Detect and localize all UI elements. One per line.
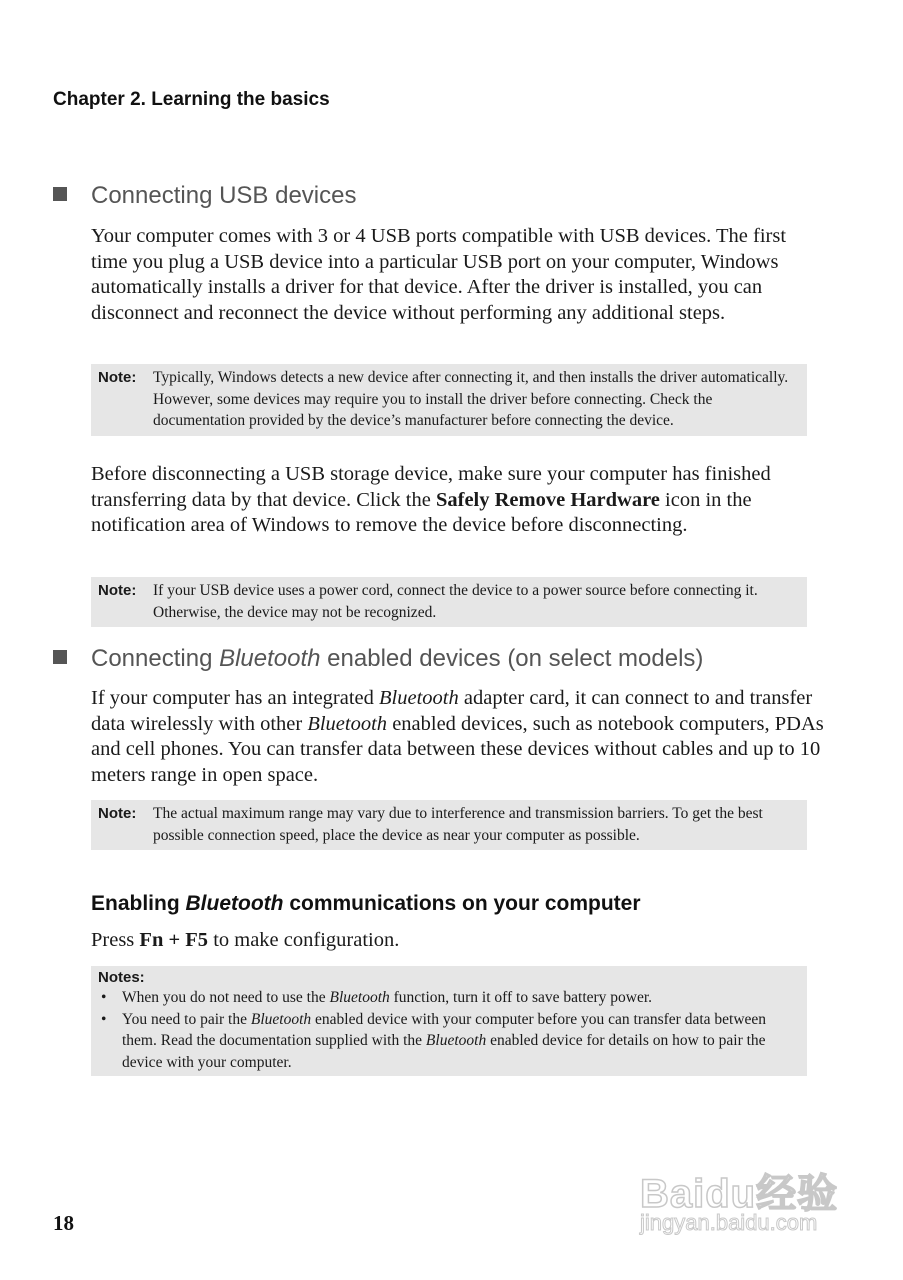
note-label: Note: <box>98 582 137 599</box>
bt-para-part: enabled devices, such as notebook computers, PDAs and cell phones. You can transfer data between these devices without cables and up to 10 meters range in open space. <box>91 712 824 787</box>
press-start: Press <box>91 929 140 951</box>
bluetooth-note <box>91 800 807 850</box>
sub-heading-italic: Bluetooth <box>185 892 284 915</box>
note-item-text: When you do not need to use the <box>122 989 330 1006</box>
note-item-italic: Bluetooth <box>425 1032 487 1049</box>
usb-note-1 <box>91 364 807 436</box>
enabling-bluetooth-subheading <box>91 892 641 916</box>
bt-para-italic: Bluetooth <box>307 712 388 735</box>
usb-paragraph-2 <box>91 462 826 539</box>
bt-para-part: adapter card, it can connect to and transfer data wirelessly with other <box>91 687 813 735</box>
usb-heading-text: Connecting USB devices <box>91 182 357 209</box>
note-text: Typically, Windows detects a new device after connecting it, and then installs the driver automatically. However, some devices may require you to install the driver before connecting. Check the documentation provided by the device’s manufacturer before connecting the device. <box>153 369 789 429</box>
bluetooth-notes <box>91 966 807 1076</box>
watermark-url: jingyan.baidu.com <box>640 1210 818 1235</box>
usb-paragraph-1: Your computer comes with 3 or 4 USB ports compatible with USB devices. The first time you plug a USB device into a particular USB port on your computer, Windows automatically installs a driver for that device. After the driver is installed, you can disconnect and reconnect the device without performing any additional steps. <box>91 225 787 325</box>
press-fn-f5-paragraph <box>91 928 826 954</box>
note-text: If your USB device uses a power cord, connect the device to a power source before connecting it. Otherwise, the device may not be recognized. <box>153 582 758 621</box>
sub-heading-end: communications on your computer <box>283 892 641 915</box>
note-item-text: enabled device with your computer before you can transfer data between them. Read the documentation supplied with the <box>122 1010 767 1049</box>
square-bullet-icon <box>53 187 67 201</box>
bt-heading-italic: Bluetooth <box>219 645 321 672</box>
bullet-dot: • <box>101 989 107 1006</box>
usb-section-heading <box>53 182 356 210</box>
bluetooth-section-heading <box>53 645 703 673</box>
watermark-logo: Baidu经验 <box>640 1172 839 1216</box>
bt-para-italic: Bluetooth <box>379 687 459 709</box>
page-number: 18 <box>53 1211 74 1235</box>
usb-para2-start: Before disconnecting a USB storage device, make sure your computer has finished transferring data by that device. Click the <box>91 463 771 511</box>
sub-heading-start: Enabling <box>91 892 186 915</box>
baidu-watermark <box>640 1150 880 1250</box>
note-label: Note: <box>98 369 137 386</box>
note-text: The actual maximum range may vary due to interference and transmission barriers. To get the best possible connection speed, place the device as near your computer as possible. <box>153 805 763 844</box>
list-item <box>98 987 797 1009</box>
chapter-title: Chapter 2. Learning the basics <box>53 89 330 110</box>
bt-heading-end: enabled devices (on select models) <box>320 645 704 672</box>
bt-heading-start: Connecting <box>91 645 220 672</box>
note-item-text: enabled device for details on how to pair the device with your computer. <box>122 1032 766 1071</box>
usb-note-2 <box>91 577 807 627</box>
note-item-italic: Bluetooth <box>250 1010 312 1028</box>
note-item-text: You need to pair the <box>122 1010 251 1028</box>
usb-para2-end: icon in the notification area of Windows to remove the device before disconnecting. <box>91 488 752 537</box>
note-label: Note: <box>98 805 137 822</box>
square-bullet-icon <box>53 650 67 664</box>
notes-label: Notes: <box>98 969 145 986</box>
notes-list <box>98 987 797 1073</box>
fn-f5-keys: Fn + F5 <box>139 929 209 951</box>
note-item-italic: Bluetooth <box>329 989 390 1006</box>
bt-para-part: If your computer has an integrated <box>91 687 380 709</box>
list-item <box>98 1009 797 1074</box>
safely-remove-hardware-term: Safely Remove Hardware <box>435 488 660 511</box>
note-item-text: function, turn it off to save battery power. <box>389 989 653 1006</box>
bullet-dot: • <box>101 1010 107 1028</box>
press-end: to make configuration. <box>208 929 400 951</box>
bluetooth-paragraph <box>91 686 826 789</box>
